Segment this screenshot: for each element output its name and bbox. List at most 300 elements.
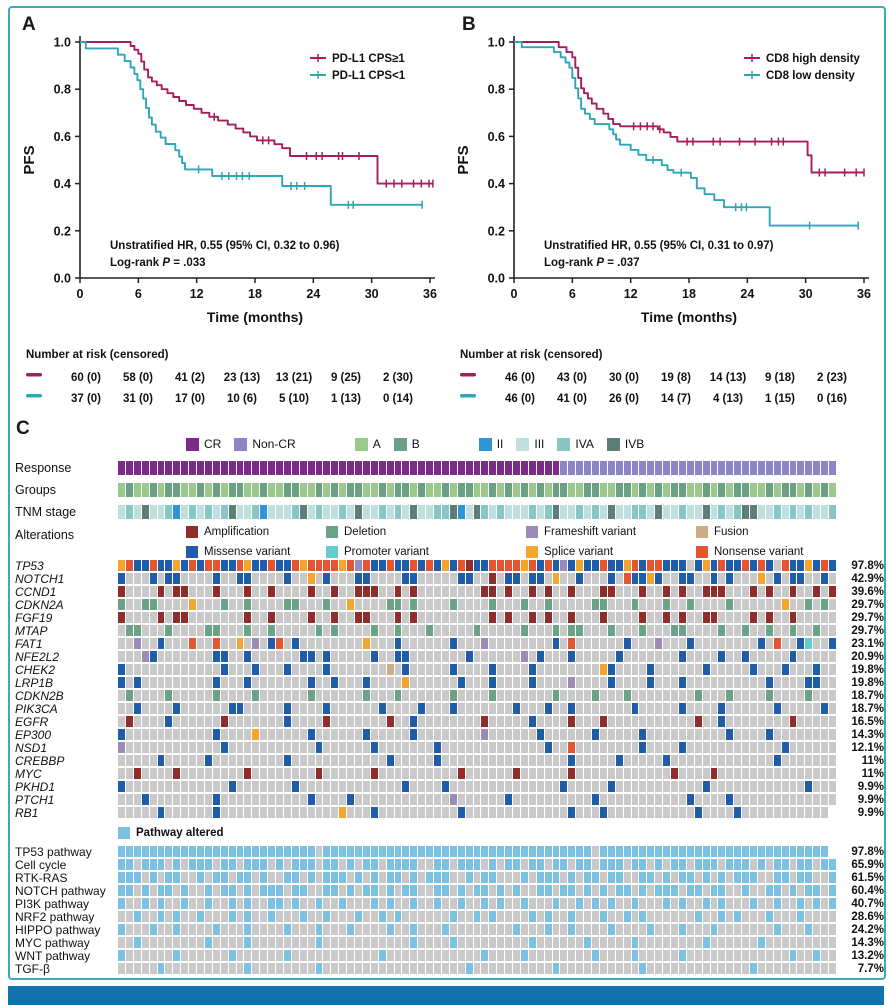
onco-cell	[197, 872, 204, 883]
onco-cell	[458, 664, 465, 675]
onco-cell	[410, 846, 417, 857]
onco-cell	[481, 677, 488, 688]
onco-cell	[371, 703, 378, 714]
onco-cell	[497, 807, 504, 818]
onco-cell	[608, 505, 615, 519]
onco-cell	[426, 950, 433, 961]
onco-cell	[711, 768, 718, 779]
onco-cell	[616, 859, 623, 870]
onco-cell	[616, 612, 623, 623]
onco-cell	[402, 846, 409, 857]
onco-cell	[221, 924, 228, 935]
onco-cell	[608, 911, 615, 922]
onco-cell	[150, 703, 157, 714]
onco-cell	[450, 924, 457, 935]
onco-cell	[442, 677, 449, 688]
onco-cell	[134, 638, 141, 649]
onco-cell	[592, 872, 599, 883]
onco-cell	[774, 625, 781, 636]
onco-cell	[158, 768, 165, 779]
onco-cell	[355, 885, 362, 896]
onco-cell	[221, 483, 228, 497]
onco-cell	[323, 625, 330, 636]
onco-cell	[426, 794, 433, 805]
onco-cell	[379, 898, 386, 909]
onco-cell	[221, 703, 228, 714]
onco-cell	[229, 638, 236, 649]
onco-cell	[229, 924, 236, 935]
onco-cell	[260, 612, 267, 623]
clinical-legend-group	[479, 437, 657, 451]
onco-cell	[458, 505, 465, 519]
onco-cell	[387, 755, 394, 766]
onco-cell	[647, 924, 654, 935]
onco-cell	[600, 599, 607, 610]
onco-cell	[268, 846, 275, 857]
onco-cell	[679, 742, 686, 753]
onco-cell	[331, 703, 338, 714]
onco-cell	[560, 461, 567, 475]
onco-cell	[726, 768, 733, 779]
onco-cell	[624, 599, 631, 610]
onco-cell	[600, 560, 607, 571]
onco-cell	[718, 483, 725, 497]
onco-cell	[221, 599, 228, 610]
onco-cell	[150, 461, 157, 475]
onco-cell	[734, 690, 741, 701]
onco-cell	[276, 755, 283, 766]
onco-cell	[592, 755, 599, 766]
onco-cell	[458, 872, 465, 883]
onco-cell	[387, 911, 394, 922]
onco-cell	[513, 898, 520, 909]
gene-row-myc	[118, 768, 836, 779]
onco-cell	[118, 586, 125, 597]
onco-cell	[560, 599, 567, 610]
onco-cell	[442, 963, 449, 974]
onco-cell	[608, 742, 615, 753]
onco-cell	[150, 716, 157, 727]
onco-cell	[458, 768, 465, 779]
onco-cell	[450, 651, 457, 662]
onco-cell	[134, 872, 141, 883]
onco-cell	[379, 911, 386, 922]
onco-cell	[695, 937, 702, 948]
onco-cell	[205, 781, 212, 792]
onco-cell	[576, 898, 583, 909]
onco-cell	[529, 505, 536, 519]
onco-cell	[450, 872, 457, 883]
onco-cell	[213, 483, 220, 497]
onco-cell	[426, 599, 433, 610]
onco-cell	[821, 924, 828, 935]
onco-cell	[363, 651, 370, 662]
onco-cell	[774, 859, 781, 870]
onco-cell	[410, 963, 417, 974]
svg-text:17 (0): 17 (0)	[174, 393, 206, 405]
onco-cell	[355, 963, 362, 974]
onco-cell	[703, 664, 710, 675]
onco-cell	[426, 937, 433, 948]
onco-cell	[331, 505, 338, 519]
legend-item-pathway-altered	[118, 827, 224, 839]
onco-cell	[173, 612, 180, 623]
onco-cell	[197, 612, 204, 623]
onco-cell	[331, 924, 338, 935]
onco-cell	[150, 677, 157, 688]
onco-cell	[529, 859, 536, 870]
onco-cell	[829, 755, 836, 766]
onco-cell	[687, 599, 694, 610]
onco-cell	[371, 885, 378, 896]
onco-cell	[244, 716, 251, 727]
onco-cell	[821, 963, 828, 974]
onco-cell	[592, 742, 599, 753]
onco-cell	[450, 690, 457, 701]
onco-cell	[331, 586, 338, 597]
onco-cell	[229, 807, 236, 818]
onco-cell	[165, 505, 172, 519]
onco-cell	[284, 729, 291, 740]
onco-cell	[363, 872, 370, 883]
onco-cell	[679, 560, 686, 571]
onco-cell	[418, 461, 425, 475]
onco-cell	[387, 950, 394, 961]
onco-cell	[252, 911, 259, 922]
onco-cell	[505, 505, 512, 519]
onco-cell	[647, 963, 654, 974]
onco-cell	[150, 768, 157, 779]
onco-cell	[466, 716, 473, 727]
pathway-pct-cell-cycle: 65.9%	[851, 859, 884, 871]
onco-cell	[387, 505, 394, 519]
onco-cell	[758, 729, 765, 740]
onco-cell	[821, 703, 828, 714]
svg-text:1 (15): 1 (15)	[764, 393, 796, 405]
svg-text:18: 18	[248, 287, 262, 301]
onco-cell	[560, 742, 567, 753]
onco-cell	[663, 768, 670, 779]
onco-cell	[284, 599, 291, 610]
onco-cell	[821, 612, 828, 623]
onco-cell	[647, 885, 654, 896]
onco-cell	[458, 677, 465, 688]
onco-cell	[189, 599, 196, 610]
onco-cell	[679, 950, 686, 961]
onco-cell	[347, 483, 354, 497]
legend-item-iii	[516, 437, 544, 451]
onco-cell	[158, 807, 165, 818]
onco-cell	[774, 768, 781, 779]
onco-cell	[805, 963, 812, 974]
svg-text:0.2: 0.2	[53, 224, 71, 239]
onco-cell	[489, 807, 496, 818]
onco-cell	[584, 690, 591, 701]
onco-cell	[481, 794, 488, 805]
onco-cell	[521, 885, 528, 896]
onco-cell	[371, 599, 378, 610]
onco-cell	[529, 846, 536, 857]
onco-cell	[481, 755, 488, 766]
onco-cell	[497, 638, 504, 649]
onco-cell	[592, 677, 599, 688]
onco-cell	[308, 638, 315, 649]
onco-cell	[813, 924, 820, 935]
onco-cell	[442, 638, 449, 649]
onco-cell	[474, 794, 481, 805]
onco-cell	[489, 651, 496, 662]
onco-cell	[418, 846, 425, 857]
onco-cell	[347, 505, 354, 519]
onco-cell	[695, 859, 702, 870]
onco-cell	[632, 963, 639, 974]
onco-cell	[797, 872, 804, 883]
onco-cell	[371, 794, 378, 805]
onco-cell	[323, 690, 330, 701]
onco-cell	[774, 560, 781, 571]
onco-cell	[395, 924, 402, 935]
onco-cell	[402, 461, 409, 475]
onco-cell	[687, 716, 694, 727]
onco-cell	[134, 651, 141, 662]
onco-cell	[829, 690, 836, 701]
onco-cell	[639, 483, 646, 497]
onco-cell	[797, 716, 804, 727]
onco-cell	[655, 664, 662, 675]
onco-cell	[331, 898, 338, 909]
onco-cell	[632, 625, 639, 636]
onco-cell	[505, 872, 512, 883]
onco-cell	[687, 625, 694, 636]
onco-cell	[679, 872, 686, 883]
onco-cell	[592, 461, 599, 475]
onco-cell	[229, 937, 236, 948]
onco-cell	[568, 599, 575, 610]
onco-cell	[221, 794, 228, 805]
onco-cell	[703, 742, 710, 753]
onco-cell	[371, 651, 378, 662]
gene-row-crebbp	[118, 755, 836, 766]
onco-cell	[387, 781, 394, 792]
onco-cell	[545, 950, 552, 961]
onco-cell	[252, 599, 259, 610]
onco-cell	[632, 573, 639, 584]
onco-cell	[450, 625, 457, 636]
onco-cell	[537, 807, 544, 818]
onco-cell	[134, 625, 141, 636]
onco-cell	[268, 716, 275, 727]
onco-cell	[347, 690, 354, 701]
onco-cell	[750, 461, 757, 475]
onco-cell	[213, 807, 220, 818]
onco-cell	[750, 612, 757, 623]
onco-cell	[774, 807, 781, 818]
onco-cell	[316, 599, 323, 610]
onco-cell	[813, 625, 820, 636]
onco-cell	[363, 625, 370, 636]
onco-cell	[774, 781, 781, 792]
onco-cell	[252, 937, 259, 948]
gene-label-lrp1b: LRP1B	[15, 676, 54, 690]
onco-cell	[189, 573, 196, 584]
onco-cell	[316, 573, 323, 584]
onco-cell	[497, 461, 504, 475]
onco-cell	[189, 461, 196, 475]
onco-cell	[655, 807, 662, 818]
onco-cell	[813, 461, 820, 475]
onco-cell	[371, 950, 378, 961]
onco-cell	[118, 859, 125, 870]
onco-cell	[355, 651, 362, 662]
onco-cell	[663, 586, 670, 597]
onco-cell	[442, 625, 449, 636]
onco-cell	[774, 794, 781, 805]
onco-cell	[821, 794, 828, 805]
onco-cell	[379, 859, 386, 870]
onco-cell	[726, 716, 733, 727]
onco-cell	[560, 586, 567, 597]
onco-cell	[616, 963, 623, 974]
onco-cell	[426, 807, 433, 818]
onco-cell	[537, 859, 544, 870]
onco-cell	[584, 742, 591, 753]
onco-cell	[260, 505, 267, 519]
onco-cell	[410, 872, 417, 883]
onco-cell	[529, 963, 536, 974]
onco-cell	[829, 950, 836, 961]
onco-cell	[150, 573, 157, 584]
onco-cell	[134, 612, 141, 623]
onco-cell	[426, 560, 433, 571]
gene-label-notch1: NOTCH1	[15, 572, 65, 586]
onco-cell	[426, 716, 433, 727]
onco-cell	[624, 664, 631, 675]
onco-cell	[363, 794, 370, 805]
onco-cell	[703, 924, 710, 935]
onco-cell	[560, 664, 567, 675]
onco-cell	[126, 937, 133, 948]
onco-cell	[513, 483, 520, 497]
onco-cell	[418, 690, 425, 701]
onco-cell	[545, 703, 552, 714]
onco-cell	[813, 599, 820, 610]
onco-cell	[347, 807, 354, 818]
onco-cell	[118, 625, 125, 636]
onco-cell	[576, 638, 583, 649]
onco-cell	[316, 846, 323, 857]
onco-cell	[545, 846, 552, 857]
onco-cell	[568, 859, 575, 870]
onco-cell	[458, 599, 465, 610]
onco-cell	[639, 586, 646, 597]
onco-cell	[513, 505, 520, 519]
onco-cell	[584, 729, 591, 740]
onco-cell	[355, 950, 362, 961]
onco-cell	[671, 911, 678, 922]
onco-cell	[308, 781, 315, 792]
onco-cell	[489, 963, 496, 974]
onco-cell	[711, 729, 718, 740]
onco-cell	[797, 937, 804, 948]
onco-cell	[703, 586, 710, 597]
legend-label: Non-CR	[252, 437, 296, 451]
onco-cell	[387, 846, 394, 857]
onco-cell	[639, 729, 646, 740]
onco-cell	[458, 586, 465, 597]
onco-cell	[347, 885, 354, 896]
onco-cell	[679, 755, 686, 766]
onco-cell	[189, 664, 196, 675]
onco-cell	[387, 560, 394, 571]
onco-cell	[450, 677, 457, 688]
onco-cell	[481, 898, 488, 909]
onco-cell	[355, 703, 362, 714]
onco-cell	[292, 625, 299, 636]
onco-cell	[450, 716, 457, 727]
onco-cell	[426, 690, 433, 701]
gene-label-nfe2l2: NFE2L2	[15, 650, 60, 664]
onco-cell	[276, 638, 283, 649]
onco-cell	[576, 872, 583, 883]
onco-cell	[608, 651, 615, 662]
onco-cell	[679, 651, 686, 662]
onco-cell	[821, 677, 828, 688]
onco-cell	[829, 599, 836, 610]
onco-cell	[639, 859, 646, 870]
onco-cell	[158, 872, 165, 883]
onco-cell	[418, 950, 425, 961]
onco-cell	[268, 794, 275, 805]
onco-cell	[260, 872, 267, 883]
onco-cell	[300, 716, 307, 727]
gene-row-ccnd1	[118, 586, 836, 597]
onco-cell	[197, 859, 204, 870]
onco-cell	[758, 638, 765, 649]
onco-cell	[118, 898, 125, 909]
onco-cell	[742, 963, 749, 974]
svg-text:0: 0	[76, 287, 84, 301]
onco-cell	[663, 781, 670, 792]
onco-cell	[316, 963, 323, 974]
onco-cell	[774, 937, 781, 948]
onco-cell	[118, 885, 125, 896]
onco-cell	[766, 963, 773, 974]
onco-cell	[316, 560, 323, 571]
onco-cell	[150, 625, 157, 636]
onco-cell	[292, 599, 299, 610]
onco-cell	[142, 872, 149, 883]
onco-cell	[829, 729, 836, 740]
onco-cell	[711, 924, 718, 935]
onco-cell	[805, 716, 812, 727]
pathway-row-cell-cycle	[118, 859, 836, 870]
onco-cell	[718, 677, 725, 688]
onco-cell	[695, 651, 702, 662]
onco-cell	[229, 768, 236, 779]
onco-cell	[600, 677, 607, 688]
legend-item-splice-variant	[526, 546, 613, 558]
onco-cell	[782, 924, 789, 935]
svg-text:19 (8): 19 (8)	[660, 372, 692, 384]
onco-cell	[695, 872, 702, 883]
onco-cell	[395, 560, 402, 571]
onco-cell	[244, 950, 251, 961]
pathway-row-rtk-ras	[118, 872, 836, 883]
onco-cell	[126, 794, 133, 805]
onco-cell	[395, 794, 402, 805]
onco-cell	[181, 963, 188, 974]
onco-cell	[434, 924, 441, 935]
